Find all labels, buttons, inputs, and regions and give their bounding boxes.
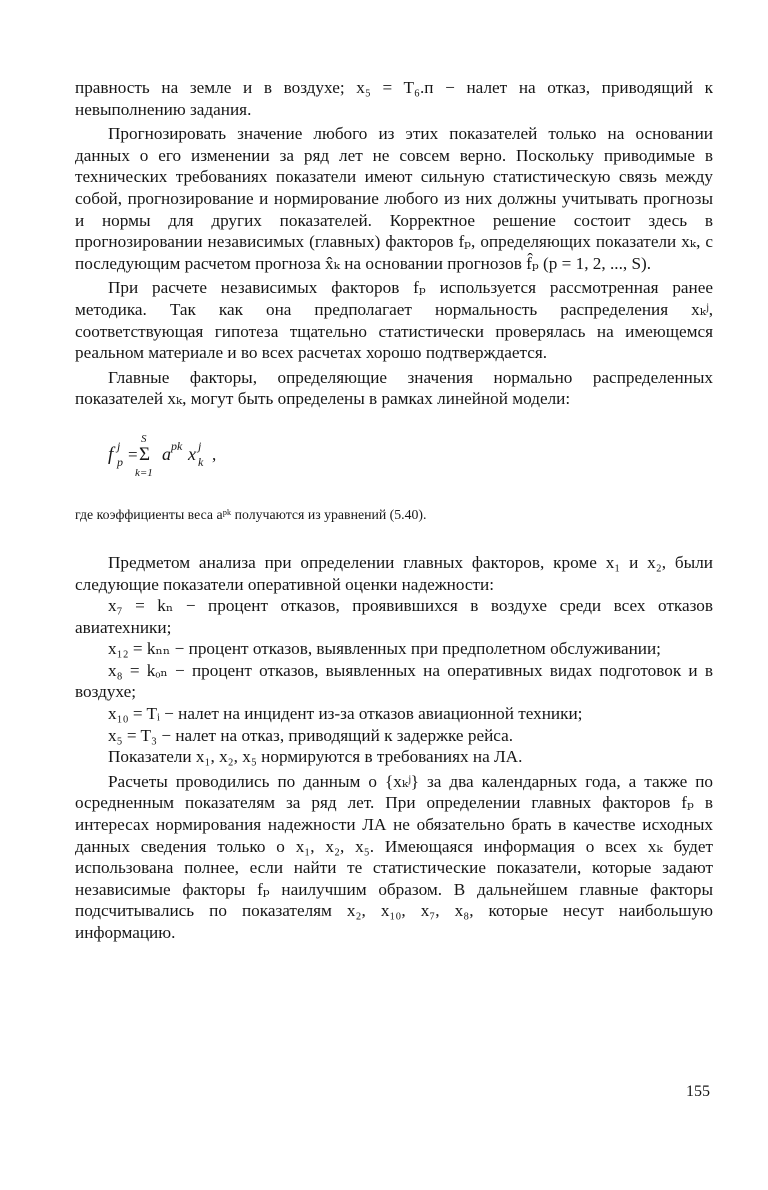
formula-coef-sup: pk — [171, 438, 183, 453]
paragraph-method: При расчете независимых факторов fₚ используется рассмотренная ранее методика. Так как она предполагает нормальность распределения xₖʲ, соответствующая гипотеза тщательно статистически проверялась на имеющемся реальном материале и во всех расчетах хорошо подтверждается. — [75, 278, 713, 363]
item-x7: x₇ = kₙ − процент отказов, проявившихся в воздухе среди всех отказов авиатехники; — [75, 596, 713, 637]
formula-svg — [108, 430, 308, 480]
formula-trail: , — [212, 444, 217, 464]
page-number: 155 — [686, 1083, 710, 1100]
paragraph-analysis-subject: Предметом анализа при определении главных факторов, кроме x₁ и x₂, были следующие показатели оперативной оценки надежности: — [75, 552, 713, 594]
item-x10: x₁₀ = Tᵢ − налет на инцидент из-за отказов авиационной техники; — [108, 704, 583, 724]
item-x5: x₅ = T₃ − налет на отказ, приводящий к задержке рейса. — [108, 725, 514, 745]
formula-lhs-sub: p — [117, 454, 123, 469]
formula-sum-symbol: Σ — [139, 443, 151, 465]
formula-lhs-sup: j — [117, 438, 121, 453]
formula-linear-model — [108, 430, 713, 480]
paragraph-normalized: Показатели x₁, x₂, x₅ нормируются в требованиях на ЛА. — [108, 747, 523, 767]
body-text — [75, 77, 713, 944]
item-x12: x₁₂ = kₙₙ − процент отказов, выявленных при предполетном обслуживании; — [108, 639, 661, 659]
paragraph-forecasting: Прогнозировать значение любого из этих показателей только на основании данных о его изменении за ряд лет не совсем верно. Поскольку приводимые в технических требованиях показатели имеют сильную статистическую связь между собой, прогнозирование и нормирование любого из них должны учитывать прогнозы и нормы для других показателей. Корректное решение состоит здесь в прогнозировании независимых (главных) факторов fₚ, определяющих показатели xₖ, с последующим расчетом прогноза x̂ₖ на основании прогнозов f̂ₚ (p = 1, 2, ..., S). — [75, 124, 713, 273]
formula-sum-upper: S — [141, 432, 147, 445]
formula-coef: a — [162, 443, 171, 464]
formula-equals: = — [128, 444, 138, 464]
paragraph-coefficients-note: где коэффициенты веса aᵖᵏ получаются из уравнений (5.40). — [75, 506, 427, 522]
item-x8: x₈ = kₒₙ − процент отказов, выявленных на оперативных видах подготовок и в воздухе; — [75, 660, 713, 702]
formula-var: x — [188, 443, 196, 464]
paragraph-calculations: Расчеты проводились по данным о {xₖʲ} за два календарных года, а также по осредненным показателям за ряд лет. При определении главных факторов fₚ в интересах нормирования надежности ЛА не обязательно брать в качестве исходных данных сведения только о x₁, x₂, x₅. Имеющаяся информация о всех xₖ будет использована полнее, если найти те статистические показатели, которые задают независимые факторы fₚ наилучшим образом. В дальнейшем главные факторы подсчитывались по показателям x₂, x₁₀, x₇, x₈, которые несут наибольшую информацию. — [75, 771, 713, 942]
formula-lhs: f — [108, 443, 114, 465]
formula-var-sup: j — [198, 438, 202, 453]
paragraph-main-factors: Главные факторы, определяющие значения нормально распределенных показателей xₖ, могут быть определены в рамках линейной модели: — [75, 367, 713, 409]
formula-var-sub: k — [198, 454, 204, 469]
paragraph-continuation: правность на земле и в воздухе; x₅ = T₆.п − налет на отказ, приводящий к невыполнению задания. — [75, 78, 713, 119]
formula-sum-lower: k=1 — [135, 466, 153, 479]
